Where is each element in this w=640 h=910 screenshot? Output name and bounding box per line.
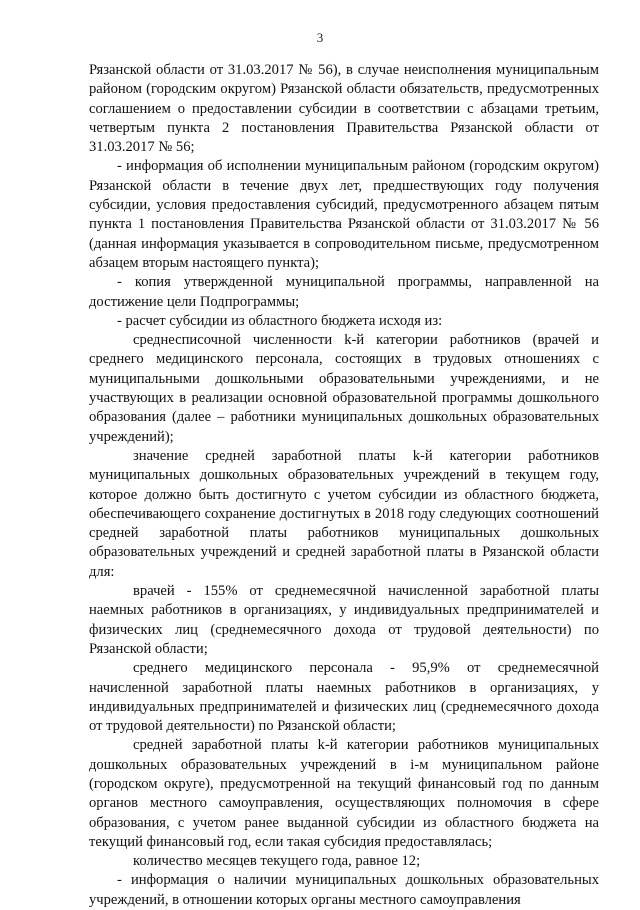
page-number: 3 — [316, 30, 324, 45]
paragraph-months-count: количество месяцев текущего года, равное 12; — [133, 853, 421, 870]
paragraph-institutions-info: - информация о наличии муниципальных дошкольных образовательных учреждений, в отношении которых органы местного самоуправления — [89, 872, 599, 908]
paragraph-municipal-salary: средней заработной платы k-й категории работников муниципальных дошкольных образовательных учреждений в i-м муниципальном районе (городском округе), предусмотренной на текущий финансовый год по данным органов местного самоуправления, осуществляющих полномочия в сфере образования, с учетом ранее выданной субсидии из областного бюджета на текущий финансовый год, если такая субсидия предоставлялась; — [89, 737, 599, 850]
paragraph-subsidy-execution-info: - информация об исполнении муниципальным районом (городским округом) Рязанской области в течение двух лет, предшествующих году получения субсидии, условия предоставления субсидий, предусмотренного абзацем пятым пункта 1 постановления Правительства Рязанской области от 31.03.2017 № 56 (данная информация указывается в сопроводительном письме, предусмотренном абзацем вторым настоящего пункта); — [89, 158, 599, 271]
paragraph-doctors-ratio: врачей - 155% от среднемесячной начисленной заработной платы наемных работников в организациях, у индивидуальных предпринимателей и физических лиц (среднемесячного дохода от трудовой деятельности) по Рязанской области; — [89, 583, 599, 657]
document-body — [89, 61, 599, 910]
paragraph-subsidy-calculation: - расчет субсидии из областного бюджета исходя из: — [117, 312, 443, 329]
paragraph-program-copy: - копия утвержденной муниципальной программы, направленной на достижение цели Подпрограммы; — [89, 274, 599, 310]
paragraph-average-headcount: среднесписочной численности k-й категории работников (врачей и среднего медицинского персонала, состоящих в трудовых отношениях с муниципальными дошкольными образовательными учреждениями, и не участвующих в реализации основной образовательной программы дошкольного образования (далее – работники муниципальных дошкольных образовательных учреждений); — [89, 332, 599, 445]
paragraph-medical-staff-ratio: среднего медицинского персонала - 95,9% от среднемесячной начисленной заработной платы наемных работников в организациях, у индивидуальных предпринимателей и физических лиц (среднемесячного дохода от трудовой деятельности) по Рязанской области; — [89, 660, 599, 735]
paragraph-continuation: Рязанской области от 31.03.2017 № 56), в случае неисполнения муниципальным районом (городским округом) Рязанской области обязательств, предусмотренных соглашением о предоставлении субсидии в соответствии с абзацами третьим, четвертым пункта 2 постановления Правительства Рязанской области от 31.03.2017 № 56; — [89, 62, 599, 156]
paragraph-average-salary-value: значение средней заработной платы k-й категории работников муниципальных дошкольных образовательных учреждений в текущем году, которое должно быть достигнуто с учетом субсидии из областного бюджета, обеспечивающего сохранение достигнутых в 2018 году следующих соотношений средней заработной платы работников муниципальных дошкольных образовательных учреждений и средней заработной платы в Рязанской области для: — [89, 447, 599, 580]
